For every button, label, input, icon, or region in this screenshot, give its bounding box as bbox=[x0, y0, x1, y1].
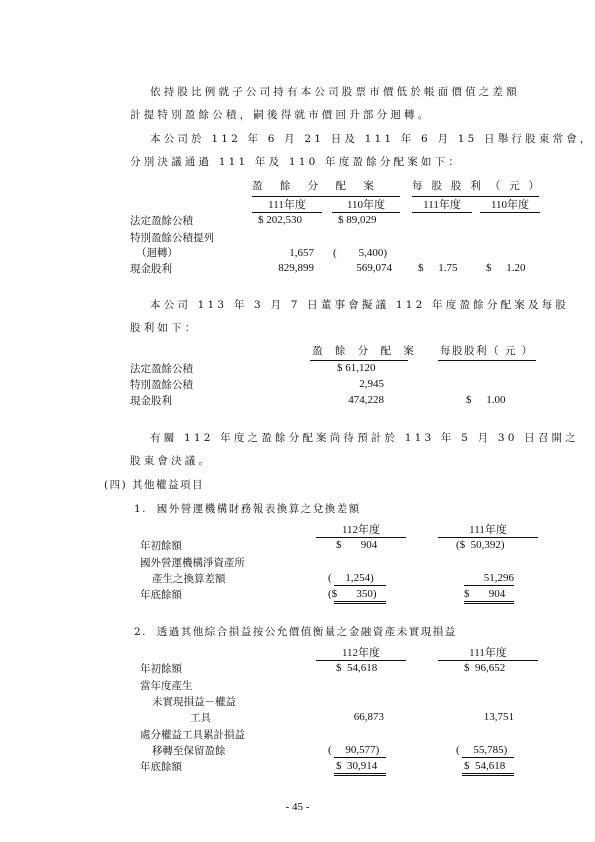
table2-header-dividend: 每股股利（ 元 ） bbox=[440, 345, 534, 357]
table1-row-value: 829,899 bbox=[278, 262, 314, 274]
sub1-row-value: ($ 350) bbox=[328, 588, 377, 600]
sub2-row-value: $ 96,652 bbox=[464, 662, 506, 674]
table2-header-rule-right bbox=[438, 360, 536, 361]
sub2-row-value: $ 30,914 bbox=[336, 760, 378, 772]
sub2-double-underline-2b bbox=[462, 775, 514, 776]
sub2-row-value: $ 54,618 bbox=[336, 662, 378, 674]
sub1-col-rule-2 bbox=[438, 537, 538, 538]
sub2-col-112: 112年度 bbox=[341, 647, 381, 659]
sub2-row-value: 66,873 bbox=[353, 711, 384, 723]
table1-row-value: $ 202,530 bbox=[258, 214, 302, 226]
table1-col-111a: 111年度 bbox=[268, 199, 306, 211]
sub2-double-underline-2a bbox=[462, 773, 514, 774]
table1-col-rule-2 bbox=[332, 212, 400, 213]
sub1-underline-2 bbox=[464, 585, 514, 586]
table1-col-111b: 111年度 bbox=[423, 199, 461, 211]
sub2-title: 2. 透過其他綜合損益按公允價值衡量之金融資產未實現損益 bbox=[134, 626, 457, 638]
sub2-col-rule-2 bbox=[438, 660, 538, 661]
table2-row-label: 現金股利 bbox=[130, 395, 172, 407]
sub2-row-label: 未實現損益－權益 bbox=[152, 696, 236, 708]
sub2-double-underline-1a bbox=[334, 773, 386, 774]
table1-row-label: 特別盈餘公積提列 bbox=[130, 232, 214, 244]
table1-col-110a: 110年度 bbox=[346, 199, 386, 211]
sub1-row-label: 年底餘額 bbox=[140, 589, 182, 601]
sub1-row-label: 產生之換算差額 bbox=[152, 573, 226, 585]
sub1-row-label: 國外營運機構淨資產所 bbox=[140, 557, 245, 569]
table1-header-rule-right bbox=[412, 196, 539, 197]
para1-line2: 計提特別盈餘公積，嗣後得就市價回升部分迴轉。 bbox=[130, 109, 432, 121]
sub2-col-rule-1 bbox=[316, 660, 406, 661]
table1-row-label: 現金股利 bbox=[130, 263, 172, 275]
table2-header-rule-left bbox=[310, 360, 408, 361]
table1-header-dividend: 每 股 股 利 （ 元 ） bbox=[412, 180, 542, 192]
sub1-row-value: $ 904 bbox=[336, 539, 378, 551]
sub1-row-label: 年初餘額 bbox=[140, 540, 182, 552]
para2-line2: 分別決議通過 111 年及 110 年度盈餘分配案如下： bbox=[130, 156, 463, 168]
page-number: - 45 - bbox=[285, 801, 310, 813]
table1-row-value: ( 5,400) bbox=[333, 247, 388, 259]
sub1-row-value: $ 904 bbox=[464, 588, 506, 600]
table2-header-distribution: 盈 餘 分 配 案 bbox=[312, 345, 419, 357]
table1-col-rule-3 bbox=[412, 212, 472, 213]
table1-row-value: 569,074 bbox=[356, 262, 392, 274]
table1-col-110b: 110年度 bbox=[490, 199, 530, 211]
table2-row-value: $ 61,120 bbox=[337, 362, 376, 374]
para1-line1: 依持股比例就子公司持有本公司股票市價低於帳面價值之差額 bbox=[150, 86, 520, 98]
sub1-double-underline-1b bbox=[334, 603, 386, 604]
sub1-double-underline-1a bbox=[334, 601, 386, 602]
sub1-col-111: 111年度 bbox=[469, 524, 507, 536]
sub1-title: 1. 國外營運機構財務報表換算之兌換差額 bbox=[134, 503, 361, 515]
sub2-underline-2 bbox=[462, 757, 514, 758]
para4-line1: 有關 112 年度之盈餘分配案尚待預計於 113 年 5 月 30 日召開之 bbox=[150, 432, 579, 444]
table1-col-rule-1 bbox=[252, 212, 322, 213]
sub2-row-label: 年初餘額 bbox=[140, 663, 182, 675]
table2-row-value: 2,945 bbox=[359, 378, 384, 390]
para2-line1: 本公司於 112 年 6 月 21 日及 111 年 6 月 15 日舉行股東常會， bbox=[150, 133, 594, 145]
table1-row-value: $ 89,029 bbox=[338, 214, 377, 226]
sub1-underline-1 bbox=[334, 585, 386, 586]
para4-line2: 股東會決議。 bbox=[130, 455, 213, 467]
table1-row-label: （迴轉） bbox=[136, 247, 178, 259]
table2-row-label: 法定盈餘公積 bbox=[130, 363, 193, 375]
sub1-row-value: 51,296 bbox=[483, 572, 514, 584]
table1-header-distribution: 盈 餘 分 配 案 bbox=[252, 180, 381, 192]
sub1-row-value: ( 1,254) bbox=[328, 572, 374, 584]
table1-row-value: $ 1.20 bbox=[486, 262, 526, 274]
para3-line2: 股利如下： bbox=[130, 322, 199, 334]
table2-row-value: $ 1.00 bbox=[466, 394, 506, 406]
sub2-row-value: ( 55,785) bbox=[456, 744, 508, 756]
sub1-double-underline-2a bbox=[464, 601, 514, 602]
sub2-row-label: 當年度產生 bbox=[140, 680, 193, 692]
para3-line1: 本公司 113 年 3 月 7 日董事會擬議 112 年度盈餘分配案及每股 bbox=[150, 299, 570, 311]
sub2-col-111: 111年度 bbox=[469, 647, 507, 659]
sub2-row-label: 移轉至保留盈餘 bbox=[152, 745, 226, 757]
sub2-row-label: 年底餘額 bbox=[140, 761, 182, 773]
sub2-row-label: 處分權益工具累計損益 bbox=[140, 729, 245, 741]
sub1-double-underline-2b bbox=[464, 603, 514, 604]
sub2-double-underline-1b bbox=[334, 775, 386, 776]
sub2-row-label: 工具 bbox=[190, 712, 211, 724]
section4-title: (四) 其他權益項目 bbox=[104, 479, 205, 491]
sub1-col-112: 112年度 bbox=[341, 524, 381, 536]
sub1-col-rule-1 bbox=[316, 537, 406, 538]
table1-row-value: 1,657 bbox=[289, 247, 314, 259]
sub2-underline-1 bbox=[334, 757, 386, 758]
sub2-row-value: $ 54,618 bbox=[464, 760, 506, 772]
table1-row-value: $ 1.75 bbox=[418, 262, 458, 274]
table1-col-rule-4 bbox=[480, 212, 540, 213]
table2-row-value: 474,228 bbox=[348, 394, 384, 406]
sub2-row-value: 13,751 bbox=[483, 711, 514, 723]
sub2-row-value: ( 90,577) bbox=[328, 744, 380, 756]
table2-row-label: 特別盈餘公積 bbox=[130, 379, 193, 391]
sub1-row-value: ($ 50,392) bbox=[456, 539, 505, 551]
table1-row-label: 法定盈餘公積 bbox=[130, 215, 193, 227]
table1-header-rule-left bbox=[252, 196, 400, 197]
